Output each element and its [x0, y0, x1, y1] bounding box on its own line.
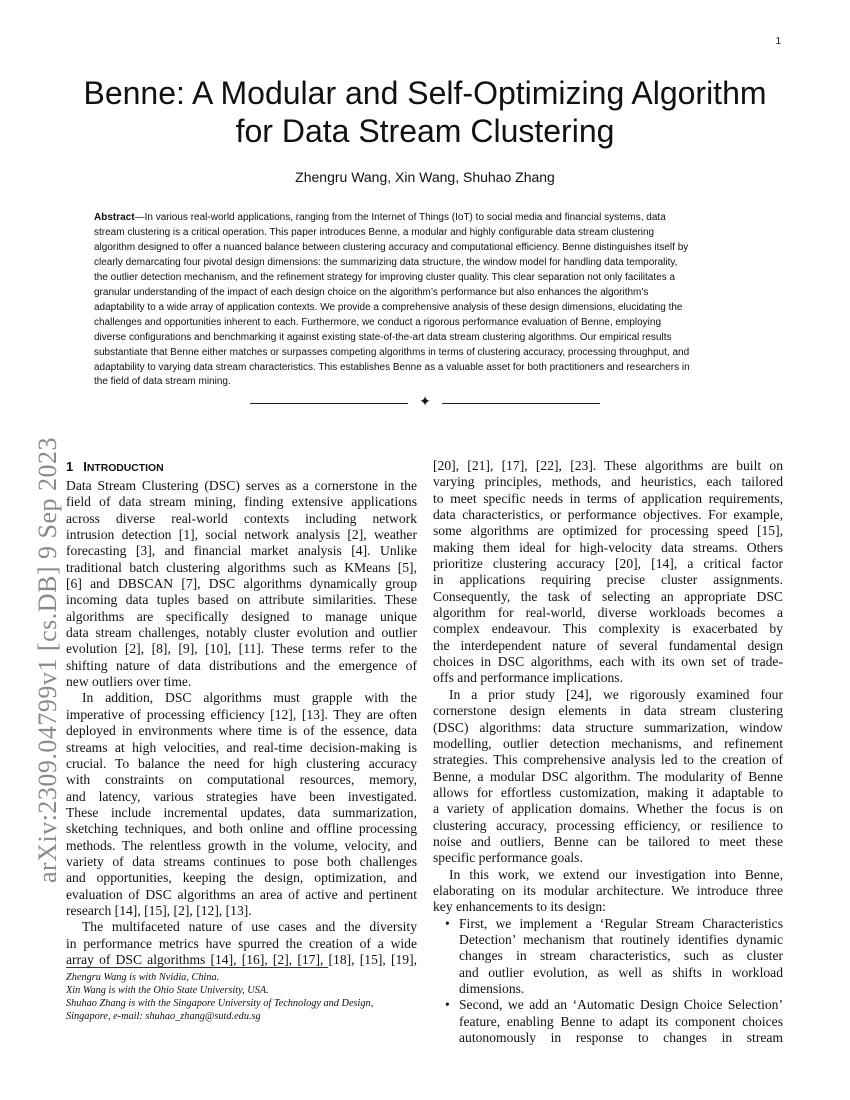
abstract-line: clearly demarcating four pivotal design dimensions: the summarizing data structure, the window model for handling data temporality,	[94, 256, 678, 268]
list-item-line: autonomously in response to changes in stream	[459, 1030, 783, 1046]
title-line-1: Benne: A Modular and Self-Optimizing Algorithm	[83, 75, 767, 111]
body-line: prioritize clustering accuracy [20], [14], a critical factor	[433, 556, 783, 572]
body-line: allows for effortless customization, making it adaptable to	[433, 784, 783, 800]
abstract-line: substantiate that Benne either matches or surpasses competing algorithms in terms of clustering accuracy, processing throughput, and	[94, 346, 690, 358]
body-line: The multifaceted nature of use cases and the diversity	[82, 919, 417, 935]
arxiv-identifier-stamp: arXiv:2309.04799v1 [cs.DB] 9 Sep 2023	[33, 436, 62, 884]
section-heading	[66, 459, 164, 474]
left-column	[66, 478, 417, 968]
body-line: modelling, outlier detection mechanisms, and refinement	[433, 735, 783, 751]
body-line: research [14], [15], [2], [12], [13].	[66, 902, 252, 918]
abstract-line: adaptability to varying data stream characteristics. This establishes Benne as a valuable asset for both practitioners and researchers in	[94, 361, 690, 373]
body-line: (DSC) algorithms: data structure summarization, window	[433, 719, 783, 735]
abstract-line: algorithm designed to offer a nuanced balance between clustering accuracy and computational efficiency. Benne distinguishes itself by	[94, 241, 689, 253]
abstract-line: the outlier detection mechanism, and the refinement strategy for improving cluster quality. This clear separation not only facilitates a	[94, 271, 676, 283]
abstract-line: granular understanding of the impact of each design choice on the algorithm’s performance but also enhances the algorithm’s	[94, 286, 649, 298]
body-line: algorithms are specifically designed to manage unique	[66, 608, 417, 624]
page-number: 1	[775, 36, 781, 47]
body-line: imperative of processing efficiency [12], [13]. They are often	[66, 706, 417, 722]
body-line: shifting nature of data distributions and the emergence of	[66, 657, 417, 673]
body-line: Benne, a modular DSC algorithm. The modularity of Benne	[433, 768, 783, 784]
body-line: a variety of application domains. Whether the focus is on	[433, 801, 783, 817]
body-line: These include incremental updates, data summarization,	[66, 804, 417, 820]
abstract-line: diverse configurations and benchmarking it against existing state-of-the-art data stream clustering algorithms. Our empirical results	[94, 331, 672, 343]
list-item-line: First, we implement a ‘Regular Stream Characteristics	[459, 915, 783, 931]
body-line: new outliers over time.	[66, 674, 192, 690]
list-item-line: Second, we add an ‘Automatic Design Choice Selection’	[459, 997, 783, 1013]
body-line: specific performance goals.	[433, 850, 583, 866]
body-line: intrusion detection [1], social network analysis [2], weather	[66, 527, 417, 543]
body-line: In addition, DSC algorithms must grapple with the	[82, 690, 417, 706]
body-line: the interdependent nature of several fundamental design	[433, 637, 783, 653]
body-line: across diverse real-world contexts including network	[66, 510, 417, 526]
body-line: sketching techniques, and both online and offline processing	[66, 821, 417, 837]
title-line-2: for Data Stream Clustering	[235, 113, 615, 149]
list-item-line: and outlier evolution, as well as shifts in workload	[459, 964, 783, 980]
body-line: strategies. This comprehensive analysis led to the creation of	[433, 752, 783, 768]
footnote-line: Xin Wang is with the Ohio State University, USA.	[66, 984, 269, 996]
abstract-line: stream clustering is a critical operation. This paper introduces Benne, a modular and highly configurable data stream clustering	[94, 226, 655, 238]
body-line: to meet specific needs in terms of application requirements,	[433, 490, 783, 506]
body-line: Data Stream Clustering (DSC) serves as a cornerstone in the	[66, 478, 417, 493]
body-line: Consequently, the task of selecting an appropriate DSC	[433, 588, 783, 604]
footnote-line: Shuhao Zhang is with the Singapore University of Technology and Design,	[66, 997, 374, 1009]
footnote-line: Zhengru Wang is with Nvidia, China.	[66, 972, 220, 983]
abstract-heading: Abstract	[94, 212, 135, 223]
abstract-line: —In various real-world applications, ranging from the Internet of Things (IoT) to social media and financial systems, data	[134, 212, 666, 223]
body-line: methods. The relentless growth in the volume, velocity, and	[66, 837, 417, 853]
section-divider	[250, 397, 600, 411]
list-item	[433, 997, 783, 1046]
footnote-line: Singapore, e-mail: shuhao_zhang@sutd.edu.sg	[66, 1010, 261, 1022]
footnote-rule	[66, 967, 328, 968]
body-line: elaborating on its modular architecture. We introduce three	[433, 882, 783, 898]
divider-star-icon: ✦	[419, 395, 431, 410]
list-item-line: changes in stream characteristics, such as cluster	[459, 948, 783, 964]
body-line: [20], [21], [17], [22], [23]. These algorithms are built on	[433, 458, 783, 473]
body-line: algorithm for real-world, diverse workloads becomes a	[433, 605, 783, 621]
body-line: crucial. To balance the need for high clustering accuracy	[66, 755, 417, 771]
body-line: evolution [2], [8], [9], [10], [11]. These terms refer to the	[66, 641, 417, 657]
body-line: deployed in environments where time is of the essence, data	[66, 723, 417, 739]
body-line: traditional batch clustering algorithms such as KMeans [5],	[66, 559, 417, 575]
body-line: data stream challenges, notably cluster evolution and outlier	[66, 625, 417, 641]
body-line: field of data stream mining, finding extensive applications	[66, 494, 417, 510]
body-line: some algorithms are optimized for processing speed [15],	[433, 523, 783, 539]
body-line: making them ideal for high-velocity data streams. Others	[433, 539, 783, 555]
body-line: and opportunities, keeping the design, optimization, and	[66, 870, 417, 886]
abstract-line: the field of data stream mining.	[94, 376, 231, 388]
abstract-line: adaptability to a wide array of application contexts. We provide a comprehensive analysis of these design dimensions, elucidating the	[94, 301, 683, 313]
body-line: in applications requiring precise cluster assignments.	[433, 572, 783, 588]
body-line: In this work, we extend our investigation into Benne,	[449, 866, 783, 882]
body-line: forecasting [3], and financial market analysis [4]. Unlike	[66, 543, 417, 559]
section-title-initial: I	[83, 459, 87, 474]
body-line: varying principles, methods, and heuristics, each tailored	[433, 474, 783, 490]
body-line: data characteristics, or performance objectives. For example,	[433, 507, 783, 523]
section-number: 1	[66, 459, 74, 474]
body-line: [6] and DBSCAN [7], DSC algorithms dynamically group	[66, 576, 417, 592]
body-line: and latency, various strategies have been investigated.	[66, 788, 417, 804]
body-line: complex endeavour. This complexity is exacerbated by	[433, 621, 783, 637]
divider-rule-right	[442, 403, 600, 404]
abstract	[94, 211, 756, 390]
list-item-line: feature, enabling Benne to adapt its component choices	[459, 1013, 783, 1029]
footnotes	[66, 972, 426, 1024]
body-line: offs and performance implications.	[433, 670, 624, 686]
body-line: variety of data streams continues to pose both challenges	[66, 853, 417, 869]
bullet-icon: •	[445, 915, 450, 931]
body-line: In a prior study [24], we rigorously examined four	[449, 686, 783, 702]
body-line: in performance metrics have spurred the creation of a wide	[66, 935, 417, 951]
right-column	[433, 458, 783, 1046]
body-line: evaluation of DSC algorithms an area of active and pertinent	[66, 886, 417, 902]
body-line: with constraints on computational resources, memory,	[66, 772, 417, 788]
list-item	[433, 916, 783, 998]
body-line: noise and outliers, Benne can be tailored to meet these	[433, 833, 783, 849]
section-title-rest: NTRODUCTION	[86, 463, 164, 474]
list-item-line: Detection’ mechanism that routinely identifies dynamic	[459, 931, 783, 947]
body-line: key enhancements to its design:	[433, 899, 606, 915]
list-item-line: dimensions.	[459, 981, 525, 996]
body-line: choices in DSC algorithms, each with its own set of trade-	[433, 654, 783, 670]
divider-rule-left	[250, 403, 408, 404]
body-line: incoming data tuples based on attribute similarities. These	[66, 592, 417, 608]
paper-title	[40, 74, 810, 150]
body-line: streams at high velocities, and real-time decision-making is	[66, 739, 417, 755]
body-line: array of DSC algorithms [14], [16], [2], [17], [18], [15], [19],	[66, 951, 417, 967]
abstract-line: challenges and opportunities inherent to each. Furthermore, we conduct a rigorous performance evaluation of Benne, employing	[94, 316, 662, 328]
bullet-icon: •	[445, 997, 450, 1013]
body-line: cornerstone design elements in data stream clustering	[433, 703, 783, 719]
body-line: clustering accuracy, processing efficiency, or resilience to	[433, 817, 783, 833]
author-list: Zhengru Wang, Xin Wang, Shuhao Zhang	[295, 169, 555, 185]
